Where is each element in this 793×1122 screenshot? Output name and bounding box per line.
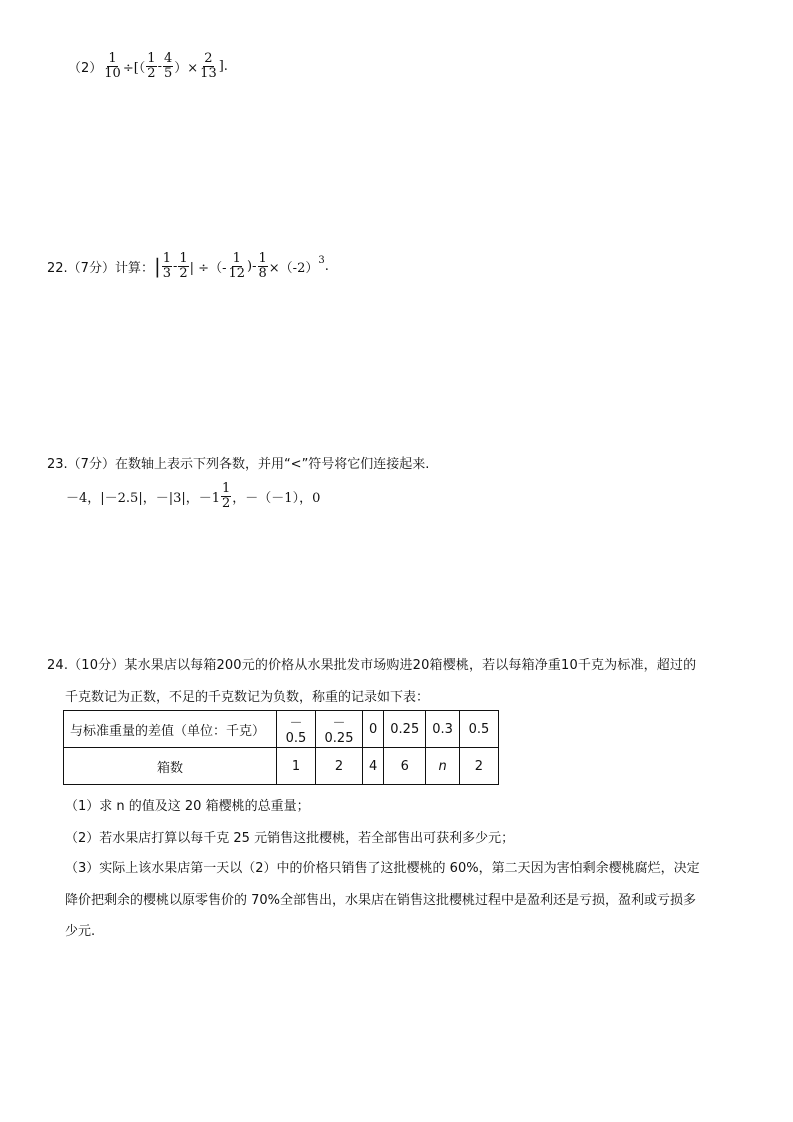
abs-bar: | (153, 254, 161, 279)
table-row (64, 711, 499, 748)
row-header: 箱数 (64, 748, 277, 785)
table-cell: 4 (363, 748, 384, 785)
table-cell: n (426, 748, 460, 785)
mixed-fraction: $\frac{1}{2}$ (222, 481, 231, 511)
fraction: $\frac{1}{12}$ (228, 251, 246, 281)
row-header: 与标准重量的差值（单位：千克） (64, 711, 277, 748)
number-list-prefix: －4，|－2.5|，－|3|，－1 (66, 490, 221, 506)
fraction: $\frac{2}{13}$ (200, 51, 217, 81)
q24-line2: 千克数记为正数，不足的千克数记为负数，称重的记录如下表： (65, 690, 430, 705)
weight-table (63, 710, 499, 785)
fraction: $\frac{1}{10}$ (104, 51, 121, 81)
operator: | ÷（- (189, 260, 227, 276)
fraction: $\frac{4}{5}$ (163, 51, 173, 81)
operator: ÷[（ (122, 60, 146, 76)
fraction: $\frac{1}{3}$ (162, 251, 171, 281)
table-row (64, 748, 499, 785)
q24-sub3-line2: 降价把剩余的樱桃以原零售价的 70%全部售出，水果店在销售这批樱桃过程中是盈利还是亏损，盈利或亏损多 (65, 893, 697, 908)
operator: - (157, 58, 162, 74)
table-cell: 0.5 (459, 711, 498, 748)
q24-line1: 24.（10分）某水果店以每箱200元的价格从水果批发市场购进20箱樱桃，若以每箱净重10千克为标准，超过的 (47, 658, 697, 673)
q21-part2-label: （2） (68, 60, 103, 76)
table-cell: －0.5 (277, 711, 316, 748)
table-cell: 0.25 (384, 711, 426, 748)
q24-sub1: （1）求 n 的值及这 20 箱樱桃的总重量； (65, 799, 310, 814)
exponent: 3 (318, 254, 325, 266)
table-cell: －0.25 (316, 711, 363, 748)
operator: - (172, 258, 178, 274)
q24-sub3-line3: 少元. (65, 924, 96, 939)
q24-sub2: （2）若水果店打算以每千克 25 元销售这批樱桃，若全部售出可获利多少元； (65, 831, 515, 846)
table-cell: 1 (277, 748, 316, 785)
number-list-suffix: ，－（－1），0 (232, 490, 321, 506)
table-cell: 2 (459, 748, 498, 785)
fraction: $\frac{1}{2}$ (179, 251, 188, 281)
table-cell: 0.3 (426, 711, 460, 748)
q23-question: 23.（7分）在数轴上表示下列各数，并用“<”符号将它们连接起来. (47, 457, 430, 472)
operator: )- (247, 258, 257, 274)
operator: . (324, 258, 329, 274)
table-cell: 2 (316, 748, 363, 785)
table-cell: 6 (384, 748, 426, 785)
q21-part2-expression (68, 52, 228, 80)
operator: ×（-2） (268, 260, 319, 276)
operator: ）× (174, 60, 199, 76)
operator: ]. (218, 58, 228, 74)
q23-number-list (66, 482, 320, 510)
q22-label: 22.（7分）计算： (47, 260, 154, 276)
q24-sub3-line1: （3）实际上该水果店第一天以（2）中的价格只销售了这批樱桃的 60%，第二天因为害怕剩余樱桃腐烂，决定 (65, 861, 700, 876)
fraction: $\frac{1}{8}$ (258, 251, 267, 281)
fraction: $\frac{1}{2}$ (147, 51, 156, 81)
table-cell: 0 (363, 711, 384, 748)
q22-expression (47, 252, 329, 280)
